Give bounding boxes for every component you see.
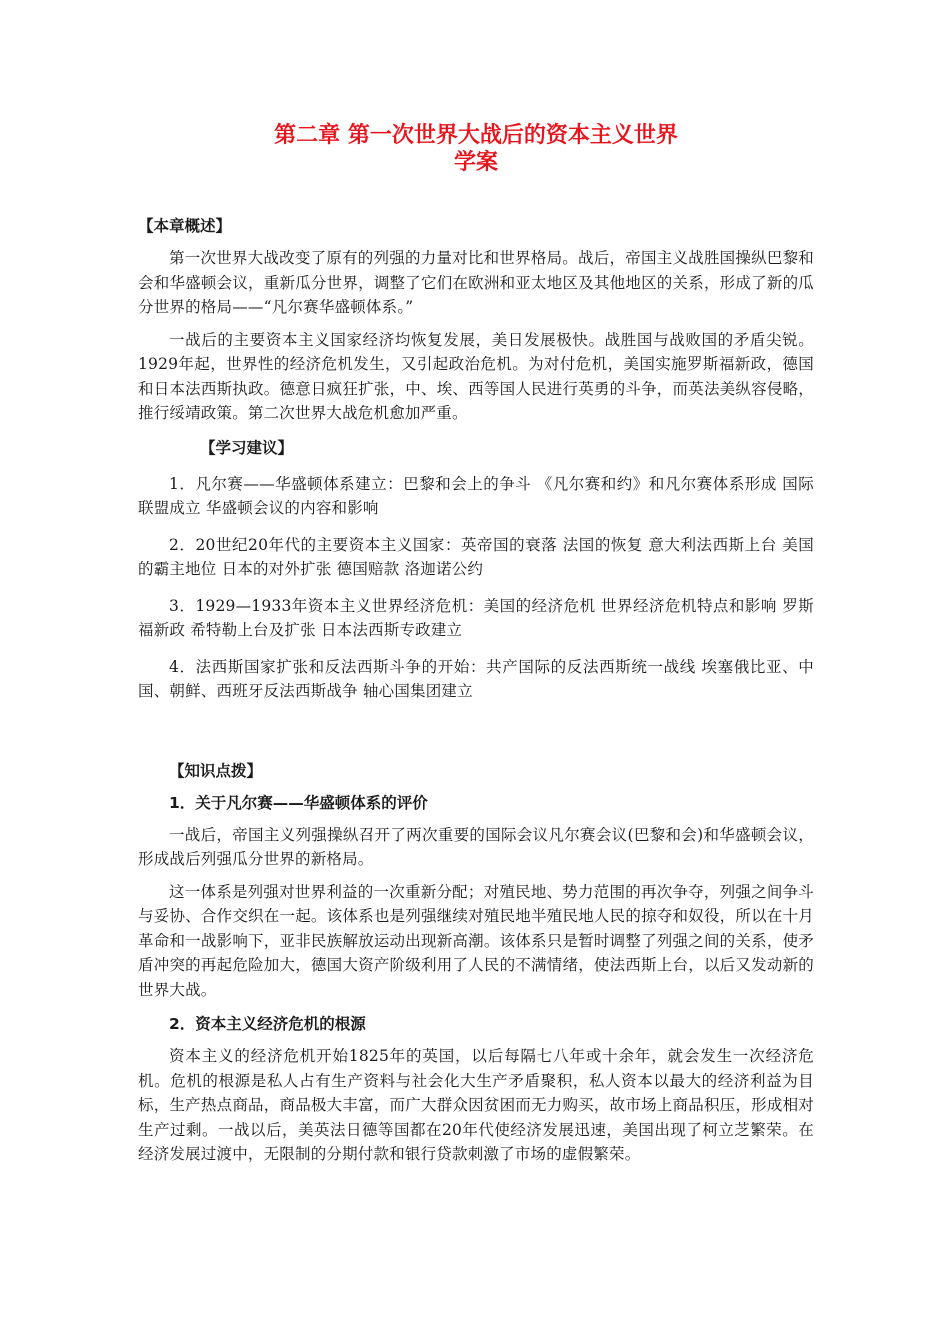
document-title: 第二章 第一次世界大战后的资本主义世界 bbox=[274, 123, 678, 148]
overview-heading: 【本章概述】 bbox=[138, 217, 232, 235]
study-advice-item: 4．法西斯国家扩张和反法西斯斗争的开始：共产国际的反法西斯统一战线 埃塞俄比亚、中国、朝鲜、西班牙反法西斯战争 轴心国集团建立 bbox=[138, 657, 814, 700]
knowledge-heading: 【知识点拨】 bbox=[169, 761, 263, 780]
study-advice-item: 2．20世纪20年代的主要资本主义国家：英帝国的衰落 法国的恢复 意大利法西斯上台 美国的霸主地位 日本的对外扩张 德国赔款 洛迦诺公约 bbox=[138, 535, 814, 578]
overview-paragraph: 一战后的主要资本主义国家经济均恢复发展，美日发展极快。战胜国与战败国的矛盾尖锐。1929年起，世界性的经济危机发生，又引起政治危机。为对付危机，美国实施罗斯福新政，德国和日本法西斯执政。德意日疯狂扩张，中、埃、西等国人民进行英勇的斗争，而英法美纵容侵略，推行绥靖政策。第二次世界大战危机愈加严重。 bbox=[138, 330, 814, 422]
document-subtitle: 学案 bbox=[453, 150, 498, 175]
section-title: 2．资本主义经济危机的根源 bbox=[169, 1015, 366, 1033]
study-advice-item: 3．1929—1933年资本主义世界经济危机：美国的经济危机 世界经济危机特点和影响 罗斯福新政 希特勒上台及扩张 日本法西斯专政建立 bbox=[138, 596, 814, 639]
study-advice-item: 1．凡尔赛——华盛顿体系建立：巴黎和会上的争斗 《凡尔赛和约》和凡尔赛体系形成 国际联盟成立 华盛顿会议的内容和影响 bbox=[138, 474, 814, 517]
section-paragraph: 一战后，帝国主义列强操纵召开了两次重要的国际会议凡尔赛会议(巴黎和会)和华盛顿会议，形成战后列强瓜分世界的新格局。 bbox=[138, 825, 814, 868]
document-page bbox=[138, 0, 814, 1167]
section-paragraph: 资本主义的经济危机开始1825年的英国，以后每隔七八年或十余年，就会发生一次经济危机。危机的根源是私人占有生产资料与社会化大生产矛盾聚积，私人资本以最大的经济利益为目标，生产热点商品，商品极大丰富，而广大群众因贫困而无力购买，故市场上商品积压，形成相对生产过剩。一战以后，美英法日德等国都在20年代使经济发展迅速，美国出现了柯立芝繁荣。在经济发展过渡中，无限制的分期付款和银行贷款刺激了市场的虚假繁荣。 bbox=[138, 1047, 814, 1163]
section-paragraph: 这一体系是列强对世界利益的一次重新分配；对殖民地、势力范围的再次争夺，列强之间争斗与妥协、合作交织在一起。该体系也是列强继续对殖民地半殖民地人民的掠夺和奴役，所以在十月革命和一战影响下，亚非民族解放运动出现新高潮。该体系只是暂时调整了列强之间的关系，使矛盾冲突的再起危险加大，德国大资产阶级利用了人民的不满情绪，使法西斯上台，以后又发动新的世界大战。 bbox=[138, 882, 814, 999]
section-title: 1．关于凡尔赛——华盛顿体系的评价 bbox=[169, 793, 428, 812]
study-advice-heading: 【学习建议】 bbox=[200, 438, 294, 457]
overview-paragraph: 第一次世界大战改变了原有的列强的力量对比和世界格局。战后，帝国主义战胜国操纵巴黎和会和华盛顿会议，重新瓜分世界，调整了它们在欧洲和亚太地区及其他地区的关系，形成了新的瓜分世界的格局——“凡尔赛华盛顿体系。” bbox=[138, 249, 814, 316]
